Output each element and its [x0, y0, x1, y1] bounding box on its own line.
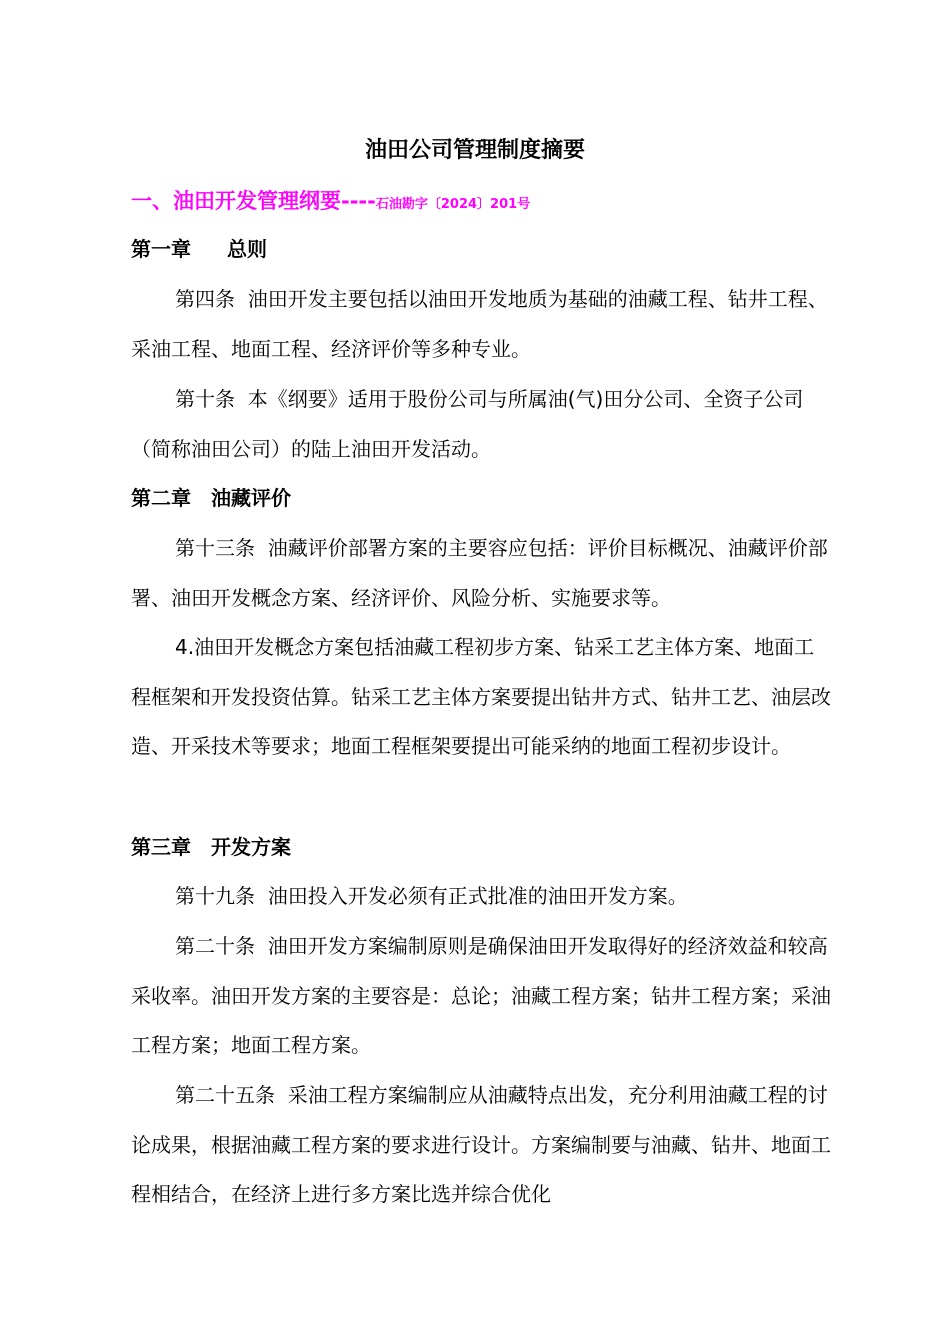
article-number: 第十九条 — [175, 884, 255, 908]
article-number: 第二十五条 — [175, 1083, 275, 1107]
chapter-label: 第三章 — [131, 835, 191, 859]
article-text: 油田投入开发必须有正式批准的油田开发方案。 — [267, 884, 688, 908]
chapter-heading-2 — [131, 481, 291, 515]
chapter-name: 油藏评价 — [211, 486, 291, 510]
article-text: 油田开发方案编制原则是确保油田开发取得好的经济效益和较高采收率。油田开发方案的主要容是：总论；油藏工程方案；钻井工程方案；采油工程方案；地面工程方案。 — [131, 934, 831, 1058]
chapter-name: 开发方案 — [211, 835, 291, 859]
article-number: 第二十条 — [175, 934, 255, 958]
article-paragraph — [131, 524, 831, 623]
article-text: 本《纲要》适用于股份公司与所属油(气)田分公司、全资子公司（简称油田公司）的陆上油田开发活动。 — [131, 387, 804, 461]
article-paragraph — [131, 1071, 831, 1220]
chapter-name: 总则 — [227, 237, 267, 261]
article-text: 采油工程方案编制应从油藏特点出发，充分利用油藏工程的讨论成果，根据油藏工程方案的要求进行设计。方案编制要与油藏、钻井、地面工程相结合，在经济上进行多方案比选并综合优化 — [131, 1083, 831, 1207]
article-text: 油田开发主要包括以油田开发地质为基础的油藏工程、钻井工程、采油工程、地面工程、经济评价等多种专业。 — [131, 287, 828, 361]
chapter-label: 第二章 — [131, 486, 191, 510]
article-paragraph — [131, 375, 831, 474]
document-reference-number: 石油勘字〔2024〕201号 — [375, 197, 531, 212]
article-text: 4.油田开发概念方案包括油藏工程初步方案、钻采工艺主体方案、地面工程框架和开发投资估算。钻采工艺主体方案要提出钻井方式、钻井工艺、油层改造、开采技术等要求；地面工程框架要提出可能采纳的地面工程初步设计。 — [131, 635, 831, 759]
chapter-label: 第一章 — [131, 237, 191, 261]
document-title: 油田公司管理制度摘要 — [364, 138, 585, 163]
article-number: 第四条 — [175, 287, 235, 311]
article-paragraph — [131, 872, 831, 922]
section-heading-text: 一、油田开发管理纲要---- — [131, 189, 376, 213]
chapter-heading-1 — [131, 232, 267, 266]
section-heading — [131, 184, 530, 222]
article-paragraph — [131, 623, 831, 772]
article-text: 油藏评价部署方案的主要容应包括：评价目标概况、油藏评价部署、油田开发概念方案、经济评价、风险分析、实施要求等。 — [131, 536, 828, 610]
chapter-heading-3 — [131, 830, 291, 864]
article-number: 第十三条 — [175, 536, 255, 560]
article-number: 第十条 — [175, 387, 235, 411]
article-paragraph — [131, 922, 831, 1071]
article-paragraph — [131, 275, 831, 374]
